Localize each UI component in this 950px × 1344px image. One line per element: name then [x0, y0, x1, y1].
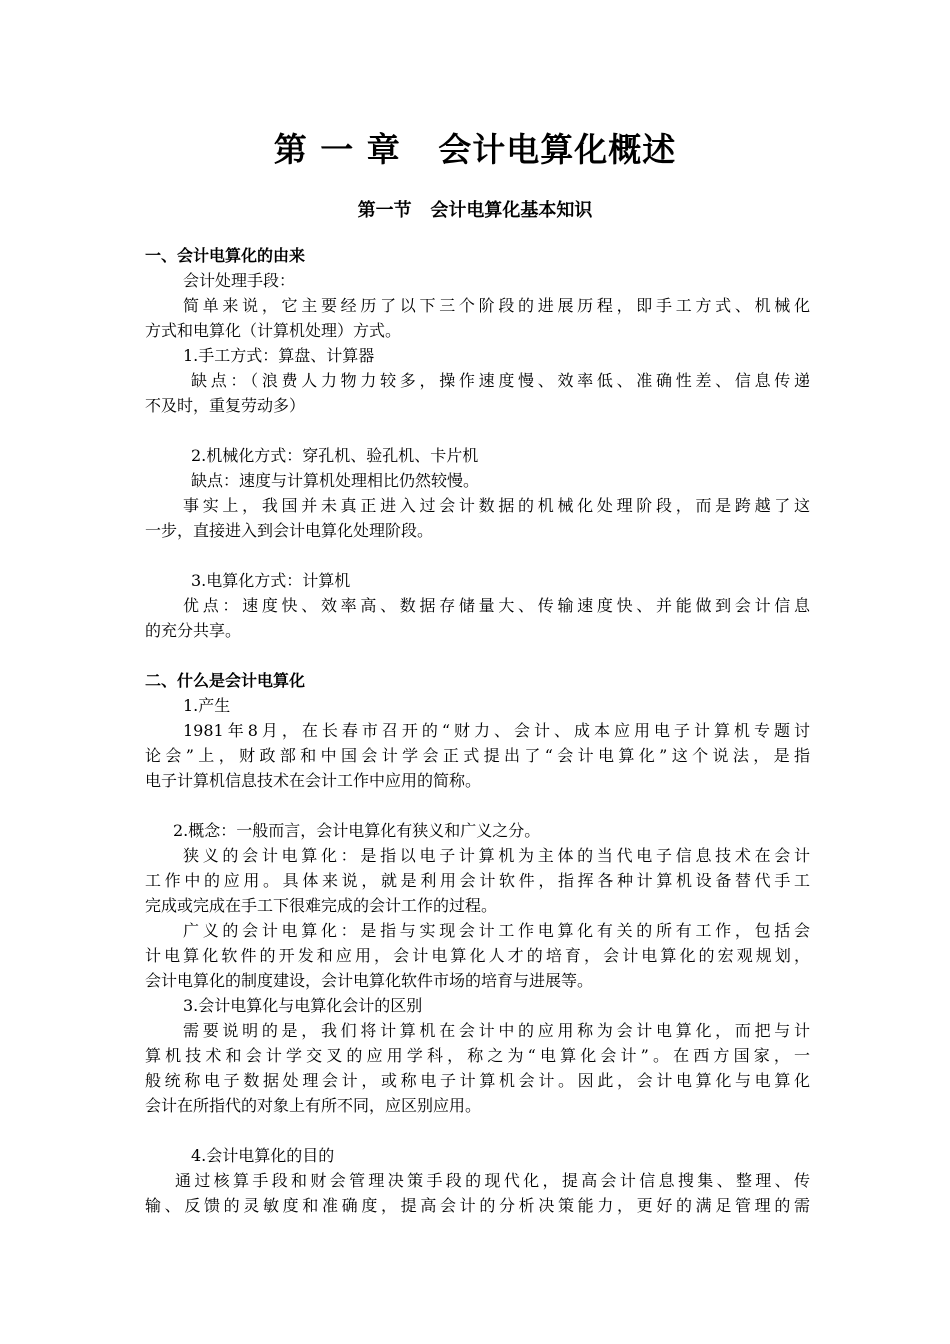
paragraph-line: 不及时，重复劳动多）	[145, 396, 306, 415]
paragraph-line: 算机技术和会计学交叉的应用学科，称之为“电算化会计”。在西方国家，一	[145, 1046, 810, 1065]
list-item: 4.会计电算化的目的	[191, 1146, 335, 1165]
paragraph-line: 会计电算化的制度建设，会计电算化软件市场的培育与进展等。	[145, 971, 594, 990]
paragraph-line: 会计处理手段：	[183, 271, 296, 290]
paragraph-line: 工作中的应用。具体来说，就是利用会计软件，指挥各种计算机设备替代手工	[145, 871, 810, 890]
heading-origin: 一、会计电算化的由来	[145, 246, 306, 265]
list-item: 3.电算化方式：计算机	[191, 571, 351, 590]
paragraph-line: 狭义的会计电算化：是指以电子计算机为主体的当代电子信息技术在会计	[183, 846, 810, 865]
paragraph-line: 的充分共享。	[145, 621, 242, 640]
paragraph-line: 方式和电算化（计算机处理）方式。	[145, 321, 402, 340]
paragraph-line: 优点：速度快、效率高、数据存储量大、传输速度快、并能做到会计信息	[183, 596, 810, 615]
paragraph-line: 广义的会计电算化：是指与实现会计工作电算化有关的所有工作，包括会	[183, 921, 810, 940]
paragraph-line: 会计在所指代的对象上有所不同，应区别应用。	[145, 1096, 482, 1115]
heading-definition: 二、什么是会计电算化	[145, 671, 306, 690]
chapter-title: 第 一 章 会计电算化概述	[273, 130, 677, 169]
list-item: 1.产生	[183, 696, 231, 715]
paragraph-line: 1981年8月，在长春市召开的“财力、会计、成本应用电子计算机专题讨	[183, 721, 810, 740]
paragraph-line: 需要说明的是，我们将计算机在会计中的应用称为会计电算化，而把与计	[183, 1021, 810, 1040]
paragraph-line: 般统称电子数据处理会计，或称电子计算机会计。因此，会计电算化与电算化	[145, 1071, 810, 1090]
paragraph-line: 电子计算机信息技术在会计工作中应用的简称。	[145, 771, 482, 790]
list-item: 3.会计电算化与电算化会计的区别	[183, 996, 423, 1015]
paragraph-line: 完成或完成在手工下很难完成的会计工作的过程。	[145, 896, 498, 915]
paragraph-line: 事实上，我国并未真正进入过会计数据的机械化处理阶段，而是跨越了这	[183, 496, 810, 515]
list-item: 2.概念：一般而言，会计电算化有狭义和广义之分。	[173, 821, 541, 840]
paragraph-line: 计电算化软件的开发和应用，会计电算化人才的培育，会计电算化的宏观规划，	[145, 946, 810, 965]
section-title: 第一节 会计电算化基本知识	[357, 200, 593, 221]
paragraph-line: 缺点：速度与计算机处理相比仍然较慢。	[191, 471, 480, 490]
paragraph-line: 简单来说，它主要经历了以下三个阶段的进展历程，即手工方式、机械化	[183, 296, 810, 315]
paragraph-line: 输、反馈的灵敏度和准确度，提高会计的分析决策能力，更好的满足管理的需	[145, 1196, 810, 1215]
paragraph-line: 一步，直接进入到会计电算化处理阶段。	[145, 521, 434, 540]
paragraph-line: 缺点：（浪费人力物力较多，操作速度慢、效率低、准确性差、信息传递	[191, 371, 810, 390]
paragraph-line: 通过核算手段和财会管理决策手段的现代化，提高会计信息搜集、整理、传	[175, 1171, 810, 1190]
paragraph-line: 论会”上，财政部和中国会计学会正式提出了“会计电算化”这个说法，是指	[145, 746, 810, 765]
list-item: 2.机械化方式：穿孔机、验孔机、卡片机	[191, 446, 479, 465]
list-item: 1.手工方式：算盘、计算器	[183, 346, 375, 365]
